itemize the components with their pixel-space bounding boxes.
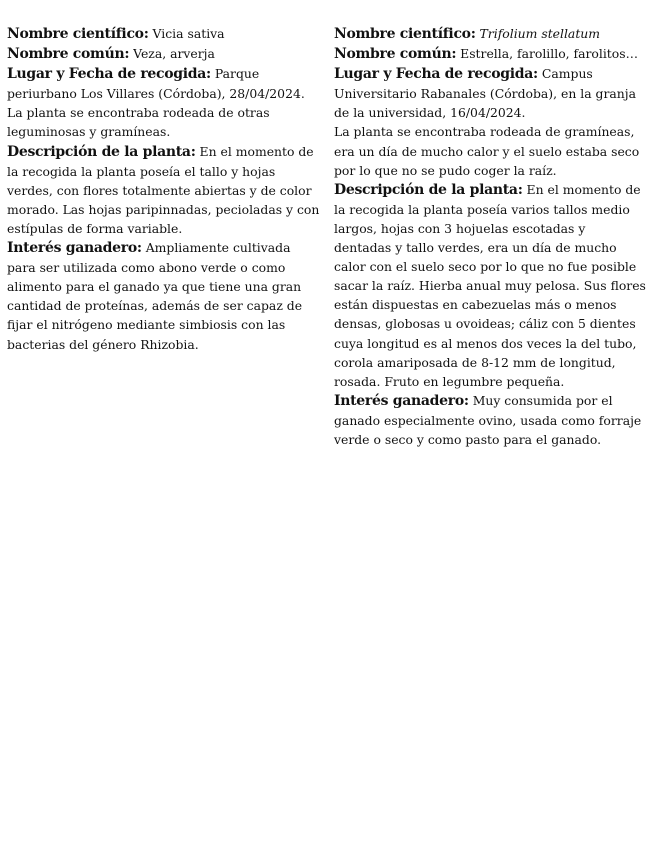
scientific-name-label: Nombre científico:: [334, 26, 476, 42]
common-name-entry: [7, 44, 323, 64]
livestock-interest-label: Interés ganadero:: [334, 392, 469, 409]
common-name-value: Estrella, farolillo, farolitos…: [460, 46, 638, 62]
right-column-trifolium-stellatum: [334, 24, 646, 449]
common-name-value: Veza, arverja: [133, 46, 215, 62]
common-name-entry: [334, 44, 646, 64]
description-entry: [334, 180, 646, 391]
collection-place-entry: [7, 64, 323, 103]
description-value: En el momento de la recogida la planta poseía el tallo y hojas verdes, con flores totalmente abiertas y de color morado. Las hojas paripinnadas, pecioladas y con estípulas de forma variable.: [7, 143, 320, 236]
livestock-interest-entry: [7, 238, 323, 354]
common-name-label: Nombre común:: [334, 46, 457, 63]
description-value: En el momento de la recogida la planta poseía varios tallos medio largos, hojas con 3 hojuelas escotadas y dentadas y tallo verdes, era un día de mucho calor con el suelo seco por lo que no fue posible sacar la raíz. Hierba anual muy pelosa. Sus flores están dispuestas en cabezuelas más o menos densas, globosas u ovoideas; cáliz con 5 dientes cuya longitud es al menos dos veces la del tubo, corola amariposada de 8-12 mm de longitud, rosada. Fruto en legumbre pequeña.: [334, 181, 646, 389]
collection-place-label: Lugar y Fecha de recogida:: [7, 66, 211, 83]
livestock-interest-label: Interés ganadero:: [7, 240, 142, 257]
description-entry: [7, 142, 323, 238]
description-label: Descripción de la planta:: [334, 181, 523, 198]
livestock-interest-value: Ampliamente cultivada para ser utilizada como abono verde o como alimento para el ganado ya que tiene una gran cantidad de proteínas, además de ser capaz de fijar el nitrógeno mediante simbiosis con las bacterias del género Rhizobia.: [7, 240, 303, 352]
scientific-name-value: Trifolium stellatum: [479, 26, 601, 41]
common-name-label: Nombre común:: [7, 46, 130, 63]
left-column-vicia-sativa: [7, 24, 323, 354]
collection-place-value: Campus Universitario Rabanales (Córdoba), en la granja de la universidad, 16/04/2024.: [334, 66, 637, 121]
scientific-name-label: Nombre científico:: [7, 26, 149, 42]
scientific-name-value: Vicia sativa: [152, 26, 225, 41]
collection-place-label: Lugar y Fecha de recogida:: [334, 66, 538, 83]
description-label: Descripción de la planta:: [7, 143, 196, 160]
scientific-name-entry: [7, 24, 323, 44]
collection-place-value: Parque periurbano Los Villares (Córdoba), 28/04/2024.: [7, 66, 305, 102]
collection-place-entry: [334, 64, 646, 122]
surroundings-text: La planta se encontraba rodeada de gramíneas, era un día de mucho calor y el suelo estaba seco por lo que no se pudo coger la raíz.: [334, 124, 640, 178]
livestock-interest-value: Muy consumida por el ganado especialmente ovino, usada como forraje verde o seco y como pasto para el ganado.: [334, 392, 642, 447]
scientific-name-entry: [334, 24, 646, 44]
livestock-interest-entry: [334, 391, 646, 449]
surroundings-text: La planta se encontraba rodeada de otras leguminosas y gramíneas.: [7, 105, 270, 140]
